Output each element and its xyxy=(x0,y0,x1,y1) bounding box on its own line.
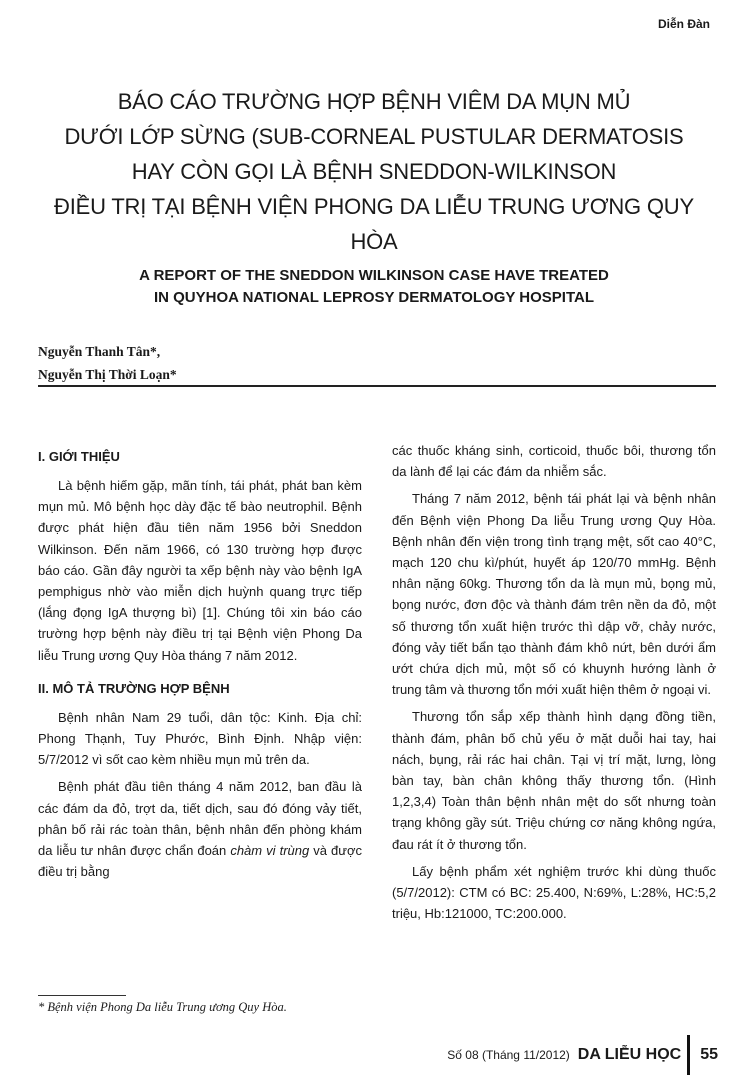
issue-label: Số 08 (Tháng 11/2012) xyxy=(447,1048,570,1062)
left-column xyxy=(38,446,362,888)
title-vi-line: BÁO CÁO TRƯỜNG HỢP BỆNH VIÊM DA MỤN MỦ xyxy=(117,89,631,114)
right-column xyxy=(392,440,716,930)
paragraph: Thương tổn sắp xếp thành hình dạng đồng tiền, thành đám, phân bố chủ yếu ở mặt duỗi hai tay, hai nách, bụng, rải rác hai chân. Tại vị trí mặt, lưng, lòng bàn tay, bàn chân không thấy thương tổn. (Hình 1,2,3,4) Toàn thân bệnh nhân mệt do sốt nhưng toàn trạng không gầy sút. Triệu chứng cơ năng không ngứa, đau rát ít ở thương tổn. xyxy=(392,709,716,852)
title-english xyxy=(40,265,708,309)
paragraph: các thuốc kháng sinh, corticoid, thuốc bôi, thương tổn da lành để lại các đám da nhiễm sắc. xyxy=(392,443,716,480)
author-name: Nguyễn Thanh Tân*, xyxy=(38,344,161,359)
paragraph xyxy=(38,776,362,882)
title-vi-line: ĐIỀU TRỊ TẠI BỆNH VIỆN PHONG DA LIỄU TRUNG ƯƠNG QUY HÒA xyxy=(54,194,694,254)
paragraph-text: và được điều trị bằng xyxy=(38,843,362,880)
section-heading-introduction: I. GIỚI THIỆU xyxy=(38,449,120,464)
journal-name: DA LIỄU HỌC xyxy=(577,1046,682,1063)
footnote: * Bệnh viện Phong Da liễu Trung ương Quy Hòa. xyxy=(38,1000,287,1014)
paragraph: Lấy bệnh phẩm xét nghiệm trước khi dùng thuốc (5/7/2012): CTM có BC: 25.400, N:69%, L:28%, HC:5,2 triệu, Hb:121000, TC:200.000. xyxy=(392,863,716,922)
title-vi-line: DƯỚI LỚP SỪNG (SUB-CORNEAL PUSTULAR DERMATOSIS xyxy=(64,124,684,149)
page-footer xyxy=(447,1040,718,1070)
emphasis-diagnosis: chàm vi trùng xyxy=(230,843,310,859)
author-list xyxy=(38,340,177,386)
paragraph-text: Bệnh phát đầu tiên tháng 4 năm 2012, ban đầu là các đám da đỏ, trợt da, tiết dịch, sau đó đóng vảy tiết, phân bố rải rác toàn thân, bệnh nhân đến phòng khám da liễu tư nhân được chẩn đoán xyxy=(38,779,362,859)
paragraph: Tháng 7 năm 2012, bệnh tái phát lại và bệnh nhân đến Bệnh viện Phong Da liễu Trung ương Quy Hòa. Bệnh nhân đến viện trong tình trạng mệt, sốt cao 40°C, mạch 120 chu kì/phút, huyết áp 120/70 mmHg. Bệnh nhân nặng 60kg. Thương tổn da là mụn mủ, bọng mủ, bọng nước, đơn độc và thành đám trên nền da đỏ, một số thương tổn xuất hiện trước thì dập vỡ, chảy nước, đóng vảy tiết bẩn tạo thành đám khô nứt, bên dưới ẩm ướt chứa dịch mủ, một số có khuynh hướng lành ở trung tâm và thương tổn mới xuất hiện thêm ở ngoại vi. xyxy=(392,491,716,698)
title-en-line: A REPORT OF THE SNEDDON WILKINSON CASE HAVE TREATED xyxy=(139,267,609,284)
section-heading-case-description: II. MÔ TẢ TRƯỜNG HỢP BỆNH xyxy=(38,680,230,696)
paragraph: Là bệnh hiếm gặp, mãn tính, tái phát, phát ban kèm mụn mủ. Mô bệnh học dày đặc tế bào neutrophil. Bệnh được phát hiện đầu tiên năm 1956 bởi Sneddon Wilkinson. Đến năm 1966, có 130 trường hợp được báo cáo. Gần đây người ta xếp bệnh này vào bệnh IgA pemphigus nhờ vào miễn dịch huỳnh quang trực tiếp (lắng đọng IgA thượng bì) [1]. Chúng tôi xin báo cáo trường hợp bệnh này điều trị tại Bệnh viện Phong Da liễu Trung ương Quy Hòa tháng 7 năm 2012. xyxy=(38,478,362,663)
footnote-divider xyxy=(38,995,126,996)
section-tag: Diễn Đàn xyxy=(657,17,710,31)
title-vi-line: HAY CÒN GỌI LÀ BỆNH SNEDDON-WILKINSON xyxy=(131,159,617,184)
article-title xyxy=(40,84,708,309)
page-number: 55 xyxy=(700,1046,718,1063)
footer-divider xyxy=(687,1035,690,1075)
title-vietnamese xyxy=(40,84,708,259)
author-name: Nguyễn Thị Thời Loạn* xyxy=(38,367,177,382)
paragraph: Bệnh nhân Nam 29 tuổi, dân tộc: Kinh. Địa chỉ: Phong Thạnh, Tuy Phước, Bình Định. Nhập viện: 5/7/2012 vì sốt cao kèm nhiều mụn mủ trên da. xyxy=(38,709,362,768)
title-en-line: IN QUYHOA NATIONAL LEPROSY DERMATOLOGY HOSPITAL xyxy=(153,289,595,306)
author-divider xyxy=(38,385,716,387)
